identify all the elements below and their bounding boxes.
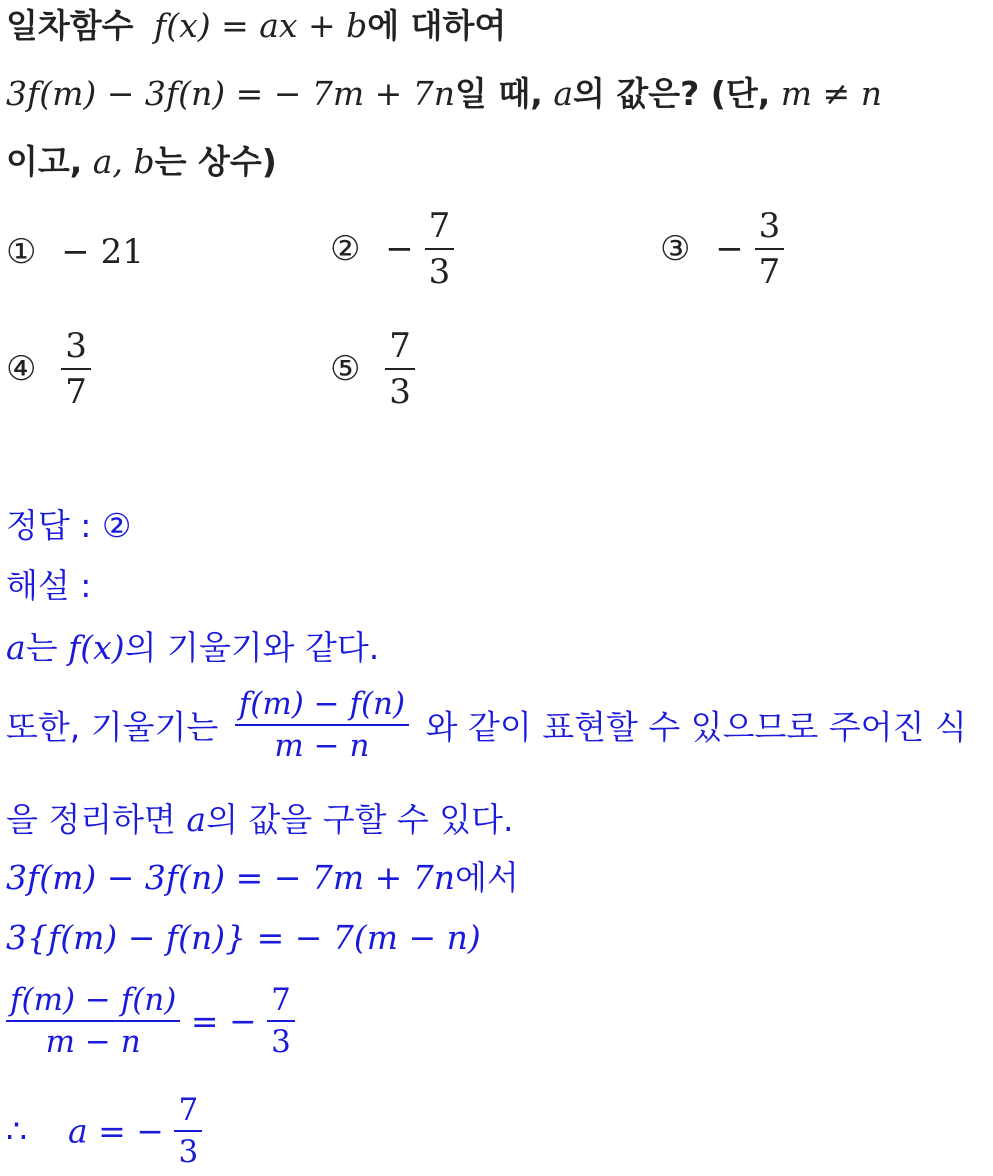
question-line-3 bbox=[6, 142, 277, 182]
choice-fraction bbox=[385, 326, 415, 412]
variable-a: a bbox=[6, 628, 26, 667]
choice-value: 21 bbox=[100, 232, 144, 272]
variable-a: a bbox=[186, 800, 207, 839]
final-fraction bbox=[174, 1092, 202, 1170]
fraction-numerator: 3 bbox=[65, 326, 87, 366]
equation: 3{f(m) − f(n)} = − 7(m − n) bbox=[6, 918, 481, 957]
result-fraction bbox=[267, 982, 295, 1060]
choice-mark: ③ bbox=[660, 229, 691, 269]
choice-mark: ② bbox=[330, 229, 361, 269]
fraction-denominator: m − n bbox=[235, 724, 409, 764]
fraction-denominator: 7 bbox=[755, 248, 785, 292]
explanation-line-1 bbox=[6, 628, 379, 668]
question-line-2 bbox=[6, 74, 882, 114]
final-equation: a = − bbox=[68, 1111, 164, 1151]
variable-a: a bbox=[553, 74, 573, 113]
explanation-line-7 bbox=[6, 1092, 202, 1170]
explanation-line-2 bbox=[6, 686, 967, 764]
question-text: 는 상수) bbox=[154, 142, 277, 181]
fraction-numerator: 3 bbox=[758, 206, 781, 246]
explanation-text: 에서 bbox=[455, 858, 519, 897]
variable-b: b bbox=[133, 142, 155, 181]
choice-3[interactable] bbox=[660, 206, 784, 292]
choice-sign: − bbox=[385, 229, 414, 269]
answer-label: 정답 : ② bbox=[6, 506, 132, 545]
explanation-text: 을 정리하면 bbox=[6, 800, 176, 839]
choice-4[interactable] bbox=[6, 326, 91, 412]
fraction-numerator: 7 bbox=[178, 1092, 199, 1128]
equals-minus: = − bbox=[190, 1001, 257, 1041]
fraction-numerator: f(m) − f(n) bbox=[10, 982, 177, 1018]
condition-m-ne-n: m ≠ n bbox=[780, 74, 882, 113]
choice-fraction bbox=[755, 206, 785, 292]
choice-sign: − bbox=[61, 232, 90, 272]
fraction-numerator: f(m) − f(n) bbox=[238, 686, 406, 722]
question-text: 일차함수 bbox=[6, 6, 134, 45]
explanation-line-6 bbox=[6, 982, 295, 1060]
fraction-denominator: 3 bbox=[267, 1020, 295, 1060]
explanation-text: 의 값을 구할 수 있다. bbox=[206, 800, 514, 839]
equation: 3f(m) − 3f(n) = − 7m + 7n bbox=[6, 858, 456, 897]
fraction-denominator: 7 bbox=[61, 368, 91, 412]
fraction-numerator: 7 bbox=[271, 982, 291, 1018]
question-line-1 bbox=[6, 6, 506, 46]
fraction-numerator: 7 bbox=[428, 206, 451, 246]
choice-5[interactable] bbox=[330, 326, 415, 412]
slope-fraction bbox=[6, 982, 180, 1060]
fraction-numerator: 7 bbox=[389, 326, 411, 366]
therefore-symbol: ∴ bbox=[6, 1111, 27, 1151]
choice-1[interactable] bbox=[6, 232, 144, 272]
question-text: 에 대하여 bbox=[367, 6, 507, 45]
explanation-text: 또한, 기울기는 bbox=[6, 707, 219, 747]
function-expression: f(x) = ax + b bbox=[154, 6, 368, 45]
condition-equation: 3f(m) − 3f(n) = − 7m + 7n bbox=[6, 74, 456, 113]
choice-2[interactable] bbox=[330, 206, 454, 292]
choice-mark: ① bbox=[6, 232, 37, 272]
question-text: 의 값은? (단, bbox=[573, 74, 771, 113]
function-fx: f(x) bbox=[68, 628, 125, 667]
variable-a: a, bbox=[92, 142, 123, 181]
fraction-denominator: 3 bbox=[425, 248, 455, 292]
fraction-denominator: m − n bbox=[6, 1020, 180, 1060]
explanation-text: 는 bbox=[25, 628, 58, 667]
choice-mark: ④ bbox=[6, 349, 37, 389]
fraction-denominator: 3 bbox=[385, 368, 415, 412]
fraction-denominator: 3 bbox=[174, 1130, 202, 1170]
explanation-line-5 bbox=[6, 918, 481, 958]
explanation-label: 해설 : bbox=[6, 566, 92, 605]
slope-fraction bbox=[235, 686, 409, 764]
explanation-line-4 bbox=[6, 858, 519, 898]
question-text: 일 때, bbox=[455, 74, 543, 113]
question-text: 이고, bbox=[6, 142, 83, 181]
explanation-line-3 bbox=[6, 800, 514, 840]
choice-mark: ⑤ bbox=[330, 349, 361, 389]
choice-sign: − bbox=[715, 229, 744, 269]
choice-fraction bbox=[61, 326, 91, 412]
explanation-text: 와 같이 표현할 수 있으므로 주어진 식 bbox=[425, 707, 967, 747]
choice-fraction bbox=[425, 206, 455, 292]
explanation-text: 의 기울기와 같다. bbox=[124, 628, 380, 667]
